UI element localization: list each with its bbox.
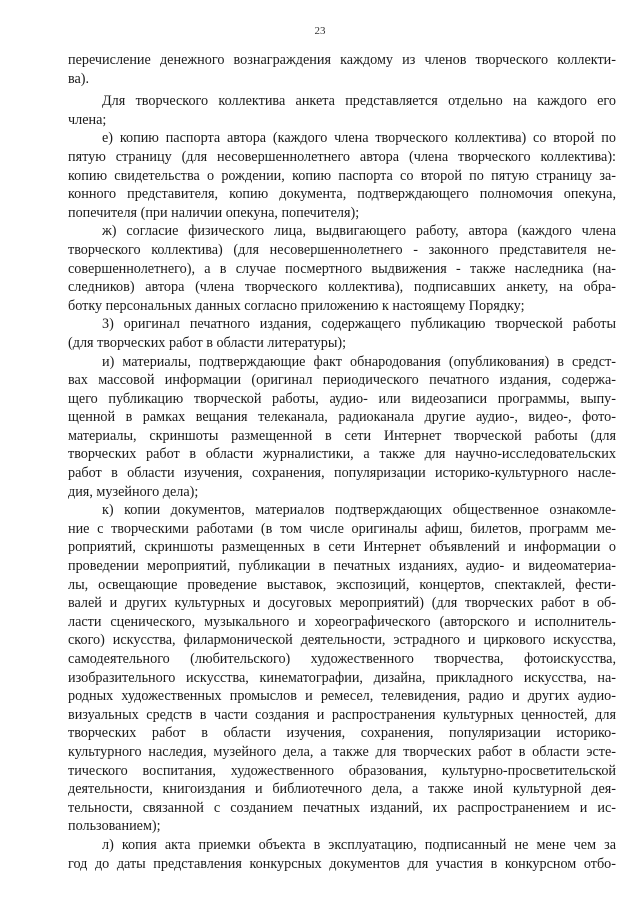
text-line: конного представителя, копию документа, подтверждающего полномочия опекуна, [68, 186, 616, 203]
text-line: культурного наследия, музейного дела, а также для творческих работ в области эсте- [68, 743, 616, 760]
text-line: год до даты представления конкурсных документов для участия в конкурсном отбо- [68, 855, 616, 872]
text-line: лы, освещающие проведение выставок, экспозиций, концертов, спектаклей, фести- [68, 576, 616, 593]
text-line: самодеятельного (любительского) художественного творчества, фотоискусства, [68, 651, 616, 667]
text-line: проведении мероприятий, публикации в печатных изданиях, аудио- и видеоматериа- [68, 558, 616, 575]
text-line: перечисление денежного вознаграждения каждому из членов творческого коллекти- [68, 52, 616, 68]
document-body [68, 51, 616, 873]
text-line: (для творческих работ в области литературы); [68, 334, 347, 351]
text-line: к) копии документов, материалов подтверждающих общественное ознакомле- [102, 502, 616, 519]
text-line: члена; [68, 111, 107, 128]
text-line: 3) оригинал печатного издания, содержащего публикацию творческой работы [102, 316, 616, 333]
text-line: ласти сценического, музыкального и хореографического (авторского и исполнитель- [68, 613, 616, 630]
text-line: ва). [68, 70, 90, 87]
text-line: изобразительного искусства, кинематографии, дизайна, прикладного искусства, на- [68, 669, 616, 686]
text-line: тического воспитания, художественного образования, культурно-просветительской [68, 762, 616, 779]
text-line: работ в области изучения, сохранения, популяризации историко-культурного насле- [68, 465, 616, 482]
text-line: валей и других культурных и досуговых мероприятий) (для творческих работ в об- [68, 595, 616, 612]
text-line: ботку персональных данных согласно приложению к настоящему Порядку; [68, 297, 525, 314]
text-line: Для творческого коллектива анкета представляется отдельно на каждого его [102, 93, 616, 110]
text-line: совершеннолетнего), а в случае посмертного выдвижения - также наследника (на- [68, 260, 616, 277]
text-line: щенной в рамках вещания телеканала, радиоканала другие аудио-, видео-, фото- [68, 409, 616, 426]
text-line: деятельности, книгоиздания и библиотечного дела, а также иной культурной дея- [68, 781, 616, 798]
text-line: родных художественных промыслов и ремесел, телевидения, радио и других аудио- [68, 688, 616, 705]
text-line: пятую страницу (для несовершеннолетнего автора (члена творческого коллектива): [68, 148, 616, 165]
text-line: тельности, связанной с созданием печатных изданий, их распространением и ис- [68, 799, 616, 816]
text-line: е) копию паспорта автора (каждого члена творческого коллектива) со второй по [102, 130, 616, 147]
text-line: творческого коллектива) (для несовершеннолетнего - законного представителя не- [68, 241, 616, 258]
text-line: л) копия акта приемки объекта в эксплуатацию, подписанный не мене чем за [102, 836, 616, 853]
text-line: копию свидетельства о рождении, копию паспорта со второй по пятую страницу за- [68, 167, 616, 184]
text-line: следников) автора (члена творческого коллектива), подписавших анкету, на обра- [68, 279, 616, 296]
text-line: роприятий, скриншоты размещенных в сети Интернет объявлений и информации о [68, 539, 616, 556]
page-number: 23 [314, 25, 326, 37]
text-line: визуальных средств в части создания и распространения культурных ценностей, для [68, 706, 616, 723]
text-line: дия, музейного дела); [68, 483, 199, 500]
text-line: ние с творческими работами (в том числе оригиналы афиш, билетов, программ ме- [68, 520, 616, 537]
text-line: пользованием); [68, 818, 161, 835]
text-line: и) материалы, подтверждающие факт обнародования (опубликования) в средст- [102, 353, 616, 370]
text-line: ж) согласие физического лица, выдвигающего работу, автора (каждого члена [102, 223, 616, 240]
text-line: творческих работ в области журналистики, а также для научно-исследовательских [68, 446, 616, 463]
text-line: вах массовой информации (оригинал периодического печатного издания, содержа- [68, 372, 616, 389]
text-line: творческих работ в области изучения, сохранения, популяризации историко- [68, 725, 616, 742]
text-line: щего публикацию творческой работы, аудио- или видеозаписи программы, выпу- [68, 390, 616, 407]
text-line: ского) искусства, филармонической деятельности, эстрадного и циркового искусства, [68, 632, 616, 649]
text-line: материалы, скриншоты размещенной в сети Интернет творческой работы (для [68, 427, 616, 444]
text-line: попечителя (при наличии опекуна, попечителя); [68, 204, 360, 221]
